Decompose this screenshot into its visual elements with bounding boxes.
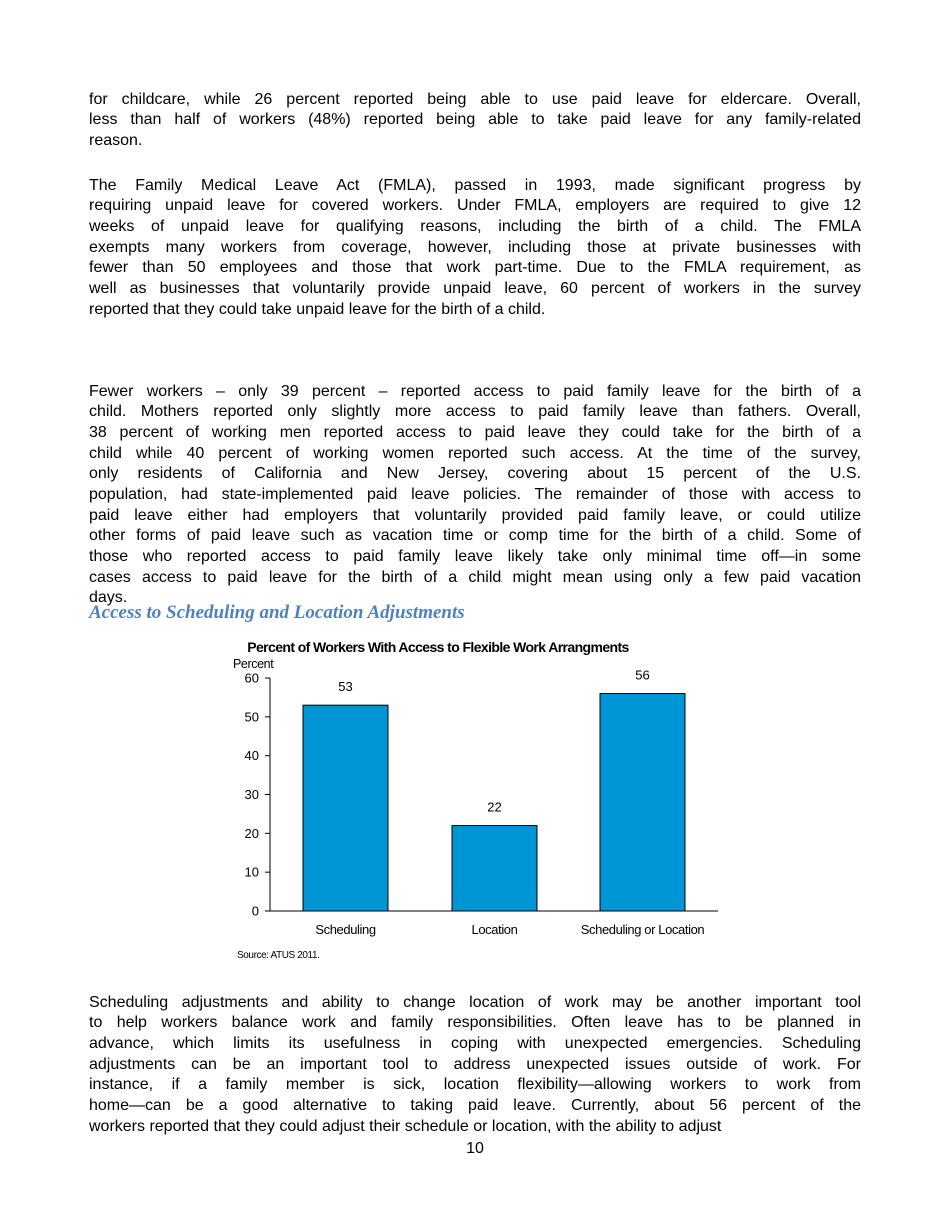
page-number: 10: [466, 1140, 484, 1157]
y-tick-label: 30: [244, 787, 259, 802]
x-tick-label: Location: [471, 922, 518, 937]
bar-location: [452, 826, 537, 911]
chart-source: Source: ATUS 2011.: [237, 950, 320, 961]
y-axis-label: Percent: [233, 657, 274, 671]
text-line: child. Mothers reported only slightly more access to paid family leave than fathers. Overall,: [89, 403, 861, 421]
y-tick-label: 60: [244, 670, 259, 686]
y-tick-label: 50: [244, 709, 259, 725]
text-line: weeks of unpaid leave for qualifying reasons, including the birth of a child. The FMLA: [89, 217, 861, 235]
text-line: well as businesses that voluntarily provide unpaid leave, 60 percent of workers in the survey: [89, 280, 861, 298]
text-line: exempts many workers from coverage, however, including those at private businesses with: [89, 238, 861, 256]
text-line: advance, which limits its usefulness in coping with unexpected emergencies. Scheduling: [89, 1034, 861, 1052]
text-line: fewer than 50 employees and those that work part-time. Due to the FMLA requirement, as: [89, 259, 861, 277]
data-label: 56: [635, 667, 650, 683]
y-tick-label: 40: [244, 748, 259, 764]
text-line: home—can be a good alternative to taking paid leave. Currently, about 56 percent of the: [89, 1097, 861, 1115]
text-line: less than half of workers (48%) reported being able to take paid leave for any family-related: [89, 111, 861, 129]
text-line: to help workers balance work and family responsibilities. Often leave has to be planned in: [89, 1014, 861, 1032]
text-line: population, had state-implemented paid leave policies. The remainder of those with access to: [89, 486, 861, 504]
text-line: Fewer workers – only 39 percent – reported access to paid family leave for the birth of a: [89, 382, 861, 400]
text-line: other forms of paid leave such as vacation time or comp time for the birth of a child. Some of: [89, 527, 861, 545]
text-line: instance, if a family member is sick, location flexibility—allowing workers to work from: [89, 1076, 861, 1094]
y-tick-label: 0: [251, 903, 259, 919]
data-label: 53: [338, 679, 353, 695]
text-line: child while 40 percent of working women reported such access. At the time of the survey,: [89, 444, 861, 462]
x-tick-label: Scheduling or Location: [580, 922, 705, 937]
text-line: those who reported access to paid family leave likely take only minimal time off—in some: [89, 548, 861, 566]
text-line: 38 percent of working men reported access to paid leave they could take for the birth of a: [89, 423, 861, 441]
text-line: only residents of California and New Jersey, covering about 15 percent of the U.S.: [89, 465, 861, 483]
paragraph-4: [89, 993, 861, 1138]
text-line: The Family Medical Leave Act (FMLA), passed in 1993, made significant progress by: [89, 176, 861, 194]
text-line: reported that they could take unpaid leave for the birth of a child.: [89, 300, 546, 318]
y-tick-label: 10: [244, 864, 259, 880]
chart-title: Percent of Workers With Access to Flexible Work Arrangments: [247, 639, 629, 655]
text-line: days.: [89, 589, 128, 607]
x-tick-label: Scheduling: [315, 922, 376, 937]
text-line: cases access to paid leave for the birth of a child might mean using only a few paid vacation: [89, 568, 861, 586]
bar-scheduling: [303, 705, 388, 911]
data-label: 22: [487, 799, 502, 815]
bar-scheduling-or-location: [600, 694, 685, 911]
text-line: reason.: [89, 131, 143, 149]
text-line: for childcare, while 26 percent reported being able to use paid leave for eldercare. Overall,: [89, 90, 861, 108]
section-heading: Access to Scheduling and Location Adjustments: [89, 602, 465, 623]
text-line: paid leave either had employers that voluntarily provided paid family leave, or could utilize: [89, 506, 861, 524]
y-tick-label: 20: [244, 825, 259, 841]
text-line: workers reported that they could adjust their schedule or location, with the ability to adjust: [89, 1117, 722, 1135]
text-line: requiring unpaid leave for covered workers. Under FMLA, employers are required to give 12: [89, 197, 861, 215]
text-line: Scheduling adjustments and ability to change location of work may be another important tool: [89, 993, 861, 1011]
text-line: adjustments can be an important tool to address unexpected issues outside of work. For: [89, 1055, 861, 1073]
